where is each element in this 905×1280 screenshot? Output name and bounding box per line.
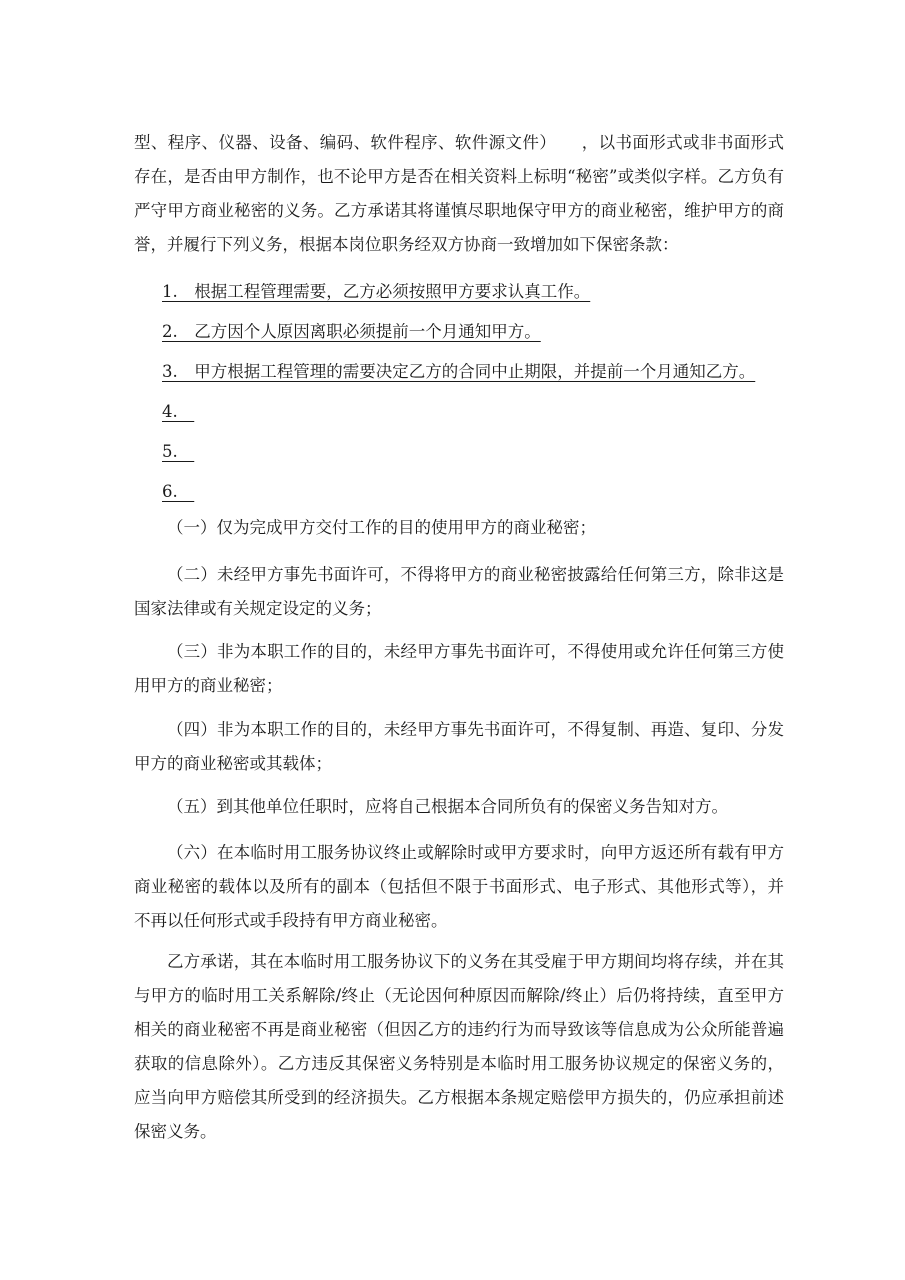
clause-1: （一）仅为完成甲方交付工作的目的使用甲方的商业秘密； [167, 518, 596, 537]
closing-paragraph: 乙方承诺，其在本临时用工服务协议下的义务在其受雇于甲方期间均将存续，并在其与甲方的临时用工关系解除/终止（无论因何种原因而解除/终止）后仍将持续，直至甲方相关的商业秘密不再是商业秘密（但因乙方的违约行为而导致该等信息成为公众所能普遍获取的信息除外）。乙方违反其保密义务特别是本临时用工服务协议规定的保密义务的，应当向甲方赔偿其所受到的经济损失。乙方根据本条规定赔偿甲方损失的，仍应承担前述保密义务。 [134, 952, 784, 1141]
numbered-item-3: 3. 甲方根据工程管理的需要决定乙方的合同中止期限，并提前一个月通知乙方。 [162, 362, 756, 381]
clause-6: （六）在本临时用工服务协议终止或解除时或甲方要求时，向甲方返还所有载有甲方商业秘密的载体以及所有的副本（包括但不限于书面形式、电子形式、其他形式等），并不再以任何形式或手段持有甲方商业秘密。 [134, 843, 784, 930]
numbered-item-2: 2. 乙方因个人原因离职必须提前一个月通知甲方。 [162, 322, 541, 341]
numbered-item-1: 1. 根据工程管理需要，乙方必须按照甲方要求认真工作。 [162, 282, 591, 301]
clause-2: （二）未经甲方事先书面许可，不得将甲方的商业秘密披露给任何第三方，除非这是国家法律或有关规定设定的义务； [134, 565, 784, 618]
clause-3: （三）非为本职工作的目的，未经甲方事先书面许可，不得使用或允许任何第三方使用甲方的商业秘密； [134, 642, 784, 695]
numbered-item-6: 6. [162, 482, 195, 501]
clause-5: （五）到其他单位任职时，应将自己根据本合同所负有的保密义务告知对方。 [167, 797, 728, 816]
clause-4: （四）非为本职工作的目的，未经甲方事先书面许可，不得复制、再造、复印、分发甲方的商业秘密或其载体； [134, 720, 784, 773]
intro-paragraph: 型、程序、仪器、设备、编码、软件程序、软件源文件） ，以书面形式或非书面形式存在，是否由甲方制作，也不论甲方是否在相关资料上标明“秘密”或类似字样。乙方负有严守甲方商业秘密的义务。乙方承诺其将谨慎尽职地保守甲方的商业秘密，维护甲方的商誉，并履行下列义务，根据本岗位职务经双方协商一致增加如下保密条款： [134, 133, 784, 254]
numbered-item-5: 5. [162, 442, 195, 461]
numbered-item-4: 4. [162, 402, 195, 421]
